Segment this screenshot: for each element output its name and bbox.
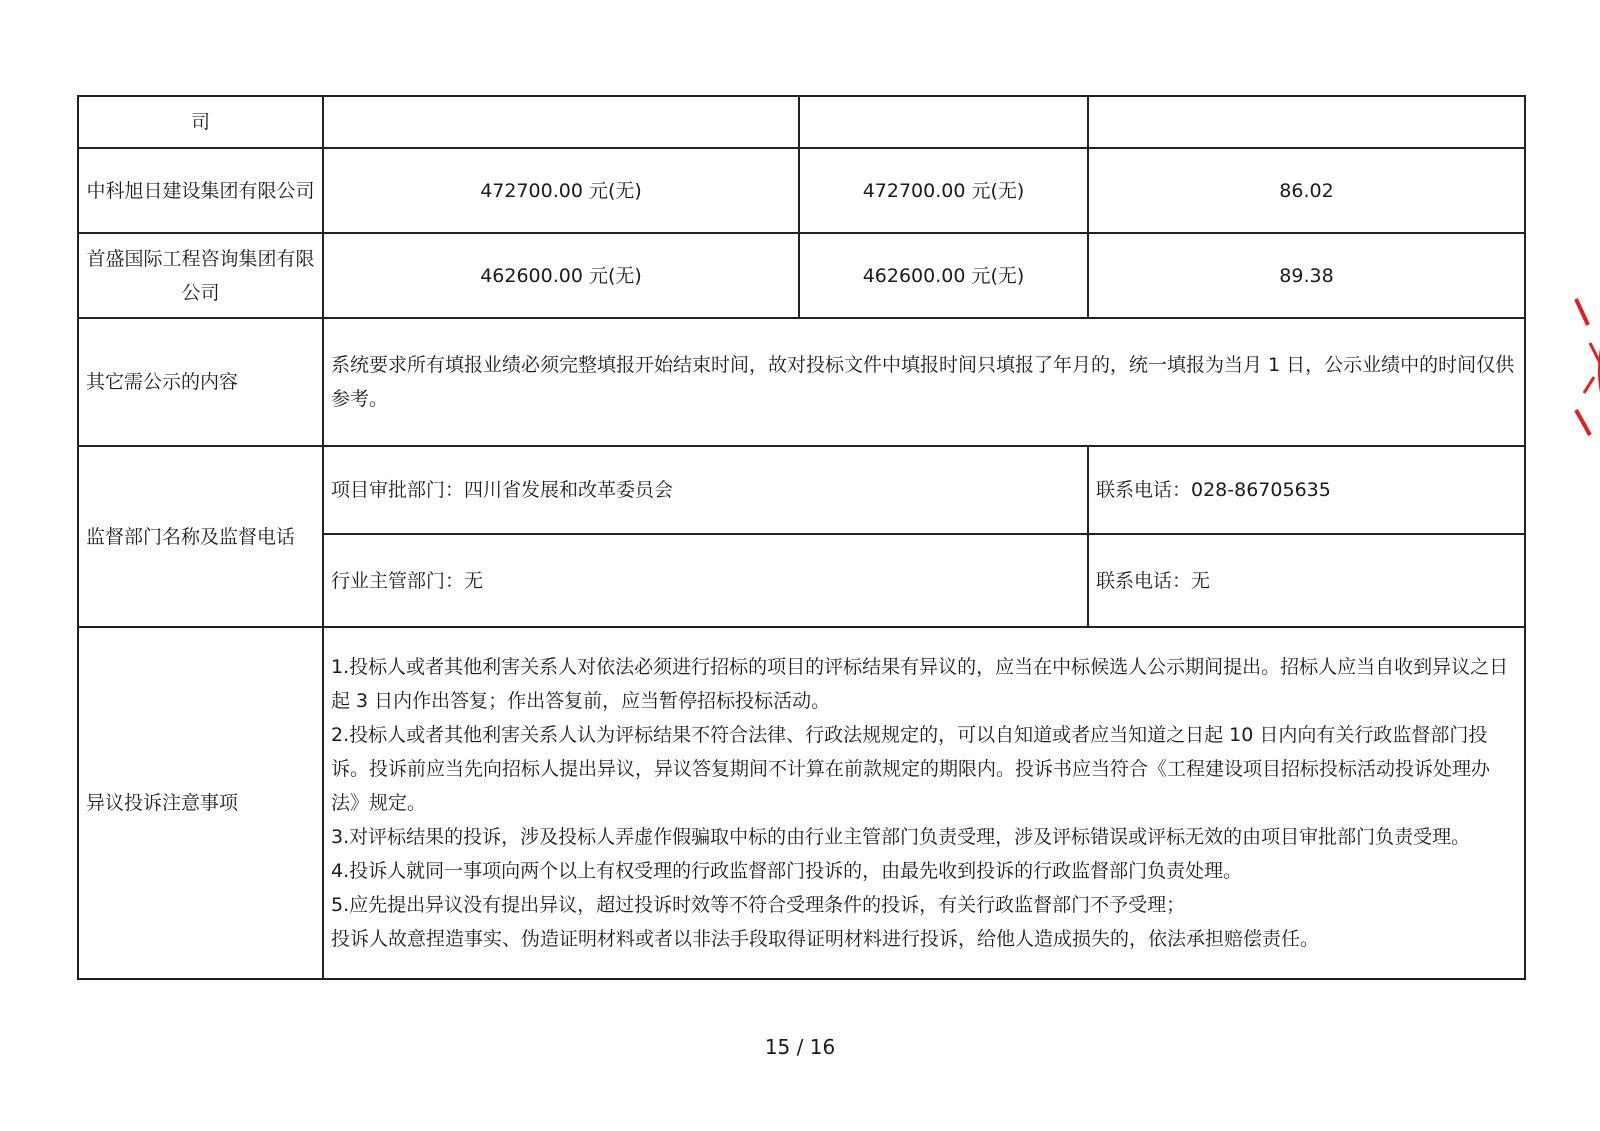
objection-note-item: 4.投诉人就同一事项向两个以上有权受理的行政监督部门投诉的，由最先收到投诉的行政监督部门负责处理。 <box>331 860 1243 882</box>
seal-stroke <box>1576 410 1590 435</box>
table-row-objection-notes <box>78 627 1525 979</box>
review-price-cell: 472700.00 元(无) <box>799 148 1088 233</box>
approval-dept-cell: 项目审批部门：四川省发展和改革委员会 <box>323 446 1088 534</box>
bid-price-cell: 472700.00 元(无) <box>323 148 799 233</box>
empty-cell <box>1088 96 1525 148</box>
red-seal-fragment <box>1570 285 1600 460</box>
supervision-label: 监督部门名称及监督电话 <box>78 446 323 627</box>
objection-notes-cell <box>323 627 1525 979</box>
industry-phone-cell: 联系电话：无 <box>1088 534 1525 627</box>
bid-price-cell: 462600.00 元(无) <box>323 233 799 318</box>
bidder-name-cell: 司 <box>78 96 323 148</box>
table-row-supervision-approval <box>78 446 1525 534</box>
approval-phone-cell: 联系电话：028-86705635 <box>1088 446 1525 534</box>
other-content-label: 其它需公示的内容 <box>78 318 323 446</box>
table-row-continuation <box>78 96 1525 148</box>
objection-note-item: 2.投标人或者其他利害关系人认为评标结果不符合法律、行政法规规定的，可以自知道或者应当知道之日起 10 日内向有关行政监督部门投诉。投诉前应当先向招标人提出异议，异议答复期间不计算在前款规定的期限内。投诉书应当符合《工程建设项目招标投标活动投诉处理办法》规定。 <box>331 724 1491 814</box>
objection-note-item: 1.投标人或者其他利害关系人对依法必须进行招标的项目的评标结果有异议的，应当在中标候选人公示期间提出。招标人应当自收到异议之日起 3 日内作出答复；作出答复前，应当暂停招标投标活动。 <box>331 656 1509 712</box>
score-cell: 86.02 <box>1088 148 1525 233</box>
objection-note-item: 5.应先提出异议没有提出异议，超过投诉时效等不符合受理条件的投诉，有关行政监督部门不予受理； <box>331 894 1186 916</box>
review-price-cell: 462600.00 元(无) <box>799 233 1088 318</box>
objection-note-item: 3.对评标结果的投诉，涉及投标人弄虚作假骗取中标的由行业主管部门负责受理，涉及评标错误或评标无效的由项目审批部门负责受理。 <box>331 826 1471 848</box>
score-cell: 89.38 <box>1088 233 1525 318</box>
objection-notes-label: 异议投诉注意事项 <box>78 627 323 979</box>
objection-note-item: 投诉人故意捏造事实、伪造证明材料或者以非法手段取得证明材料进行投诉，给他人造成损失的，依法承担赔偿责任。 <box>331 928 1320 950</box>
bid-result-table <box>77 95 1526 980</box>
table-row-bidder <box>78 233 1525 318</box>
seal-stroke <box>1576 299 1588 325</box>
bidder-name-cell: 首盛国际工程咨询集团有限公司 <box>78 233 323 318</box>
industry-dept-cell: 行业主管部门：无 <box>323 534 1088 627</box>
empty-cell <box>799 96 1088 148</box>
table-row-other-content <box>78 318 1525 446</box>
other-content-text: 系统要求所有填报业绩必须完整填报开始结束时间，故对投标文件中填报时间只填报了年月的，统一填报为当月 1 日，公示业绩中的时间仅供参考。 <box>323 318 1525 446</box>
bidder-name-cell: 中科旭日建设集团有限公司 <box>78 148 323 233</box>
empty-cell <box>323 96 799 148</box>
page-number: 15 / 16 <box>764 1035 836 1059</box>
table-row-bidder <box>78 148 1525 233</box>
seal-stroke <box>1584 343 1600 393</box>
